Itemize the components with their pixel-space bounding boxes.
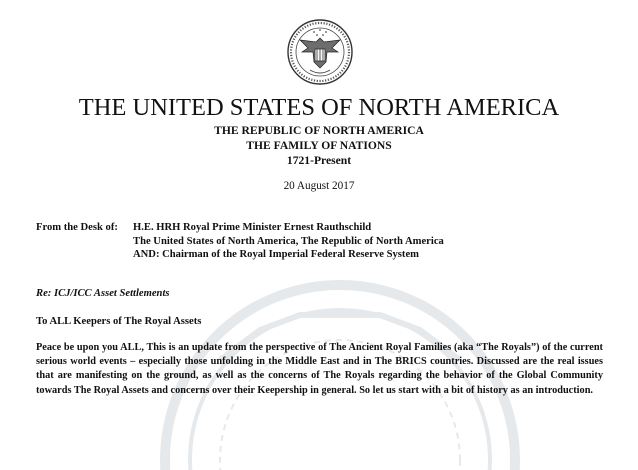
from-desk-role: AND: Chairman of the Royal Imperial Federal Reserve System — [133, 249, 419, 260]
body-paragraph: Peace be upon you ALL, This is an update from the perspective of The Ancient Royal Families (aka “The Royals”) of the current serious world events – especially those unfolding in the Middle East and in The BRICS countries. Discussed are the real issues that are manifesting on the ground, as well as the concerns of The Royals regarding the behavior of the Global Community towards The Royal Assets and concerns over their Keepership in general. So let us start with a bit of history as an introduction. — [36, 342, 603, 396]
subtitle-years: 1721-Present — [286, 154, 352, 167]
salutation-line: To ALL Keepers of The Royal Assets — [36, 316, 202, 327]
from-desk-label: From the Desk of: — [36, 222, 118, 233]
subtitle-family: THE FAMILY OF NATIONS — [246, 139, 392, 152]
document-title: THE UNITED STATES OF NORTH AMERICA — [78, 94, 560, 121]
from-desk-name: H.E. HRH Royal Prime Minister Ernest Rauthschild — [133, 222, 372, 233]
subject-line: Re: ICJ/ICC Asset Settlements — [36, 288, 170, 299]
document-date: 20 August 2017 — [283, 180, 355, 192]
from-desk-organization: The United States of North America, The Republic of North America — [133, 236, 444, 247]
seal-emblem — [286, 18, 354, 86]
subtitle-republic: THE REPUBLIC OF NORTH AMERICA — [214, 124, 424, 137]
